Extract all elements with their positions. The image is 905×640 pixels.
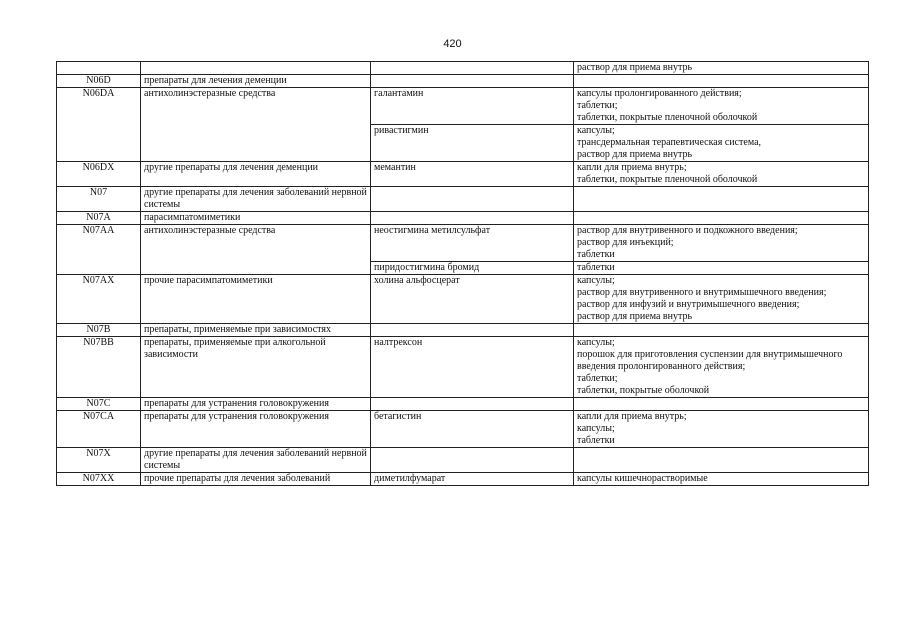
group-cell: прочие препараты для лечения заболеваний: [141, 473, 371, 486]
dosage-form-item: капсулы;: [577, 423, 615, 434]
atc-code-cell: N07AA: [57, 225, 141, 275]
table-row: [57, 337, 869, 398]
dosage-forms-cell: [574, 411, 869, 448]
dosage-form-item: капли для приема внутрь;: [577, 411, 687, 422]
atc-code-cell: [57, 62, 141, 75]
atc-code-cell: N07C: [57, 398, 141, 411]
dosage-form-item: таблетки, покрытые пленочной оболочкой: [577, 112, 758, 123]
dosage-form-item: раствор для приема внутрь: [577, 149, 693, 160]
group-cell: препараты для устранения головокружения: [141, 411, 371, 448]
table-row: [57, 473, 869, 486]
table-row: [57, 324, 869, 337]
page-number: 420: [443, 38, 462, 50]
dosage-forms-cell: [574, 212, 869, 225]
dosage-forms-cell: [574, 187, 869, 212]
dosage-form-item: капсулы;: [577, 337, 615, 348]
group-cell: антихолинэстеразные средства: [141, 88, 371, 162]
atc-code-cell: N07: [57, 187, 141, 212]
dosage-form-item: раствор для инъекций;: [577, 237, 674, 248]
atc-code-cell: N07CA: [57, 411, 141, 448]
dosage-form-item: раствор для внутривенного и внутримышечного введения;: [577, 287, 827, 298]
group-cell: препараты, применяемые при зависимостях: [141, 324, 371, 337]
drug-name-cell: неостигмина метилсульфат: [371, 225, 574, 262]
table-body: [57, 62, 869, 486]
atc-code-cell: N07X: [57, 448, 141, 473]
group-cell: другие препараты для лечения заболеваний нервной системы: [141, 448, 371, 473]
dosage-forms-cell: [574, 75, 869, 88]
atc-code-cell: N07B: [57, 324, 141, 337]
table-row: [57, 88, 869, 125]
dosage-form-item: таблетки;: [577, 373, 618, 384]
dosage-form-item: капсулы кишечнорастворимые: [577, 473, 708, 484]
table-row: [57, 275, 869, 324]
atc-code-cell: N07BB: [57, 337, 141, 398]
drug-name-cell: мемантин: [371, 162, 574, 187]
drug-name-cell: [371, 448, 574, 473]
dosage-forms-cell: [574, 262, 869, 275]
drug-name-cell: галантамин: [371, 88, 574, 125]
atc-code-cell: N07XX: [57, 473, 141, 486]
group-cell: препараты, применяемые при алкогольной зависимости: [141, 337, 371, 398]
dosage-form-item: капсулы;: [577, 125, 615, 136]
atc-code-cell: N07AX: [57, 275, 141, 324]
drug-name-cell: [371, 324, 574, 337]
dosage-form-item: раствор для приема внутрь: [577, 311, 693, 322]
dosage-forms-cell: [574, 62, 869, 75]
drug-name-cell: диметилфумарат: [371, 473, 574, 486]
group-cell: препараты для устранения головокружения: [141, 398, 371, 411]
group-cell: [141, 62, 371, 75]
group-cell: парасимпатомиметики: [141, 212, 371, 225]
dosage-forms-cell: [574, 337, 869, 398]
table-row: [57, 411, 869, 448]
table-row: [57, 162, 869, 187]
group-cell: другие препараты для лечения деменции: [141, 162, 371, 187]
dosage-form-item: трансдермальная терапевтическая система,: [577, 137, 762, 148]
dosage-forms-cell: [574, 88, 869, 125]
dosage-form-item: капсулы;: [577, 275, 615, 286]
group-cell: прочие парасимпатомиметики: [141, 275, 371, 324]
table-row: [57, 75, 869, 88]
dosage-forms-cell: [574, 162, 869, 187]
group-cell: антихолинэстеразные средства: [141, 225, 371, 275]
dosage-forms-cell: [574, 398, 869, 411]
drug-name-cell: [371, 75, 574, 88]
drug-name-cell: [371, 398, 574, 411]
drug-name-cell: холина альфосцерат: [371, 275, 574, 324]
dosage-form-item: таблетки, покрытые пленочной оболочкой: [577, 174, 758, 185]
dosage-form-item: раствор для внутривенного и подкожного введения;: [577, 225, 798, 236]
table-row: [57, 448, 869, 473]
dosage-form-item: таблетки, покрытые оболочкой: [577, 385, 710, 396]
dosage-forms-cell: [574, 324, 869, 337]
dosage-form-item: таблетки: [577, 435, 615, 446]
dosage-form-item: капли для приема внутрь;: [577, 162, 687, 173]
drug-name-cell: бетагистин: [371, 411, 574, 448]
dosage-forms-cell: [574, 448, 869, 473]
drug-name-cell: [371, 187, 574, 212]
drug-name-cell: [371, 212, 574, 225]
drug-name-cell: пиридостигмина бромид: [371, 262, 574, 275]
group-cell: другие препараты для лечения заболеваний нервной системы: [141, 187, 371, 212]
group-cell: препараты для лечения деменции: [141, 75, 371, 88]
table-row: [57, 187, 869, 212]
dosage-form-item: раствор для приема внутрь: [577, 62, 693, 73]
atc-code-cell: N06DX: [57, 162, 141, 187]
dosage-form-item: порошок для приготовления суспензии для внутримышечного введения пролонгированного действия;: [577, 349, 843, 372]
drug-name-cell: налтрексон: [371, 337, 574, 398]
dosage-form-item: таблетки: [577, 249, 615, 260]
dosage-forms-cell: [574, 125, 869, 162]
table-row: [57, 62, 869, 75]
dosage-forms-cell: [574, 225, 869, 262]
dosage-form-item: раствор для инфузий и внутримышечного введения;: [577, 299, 800, 310]
table-row: [57, 225, 869, 262]
atc-code-cell: N07A: [57, 212, 141, 225]
dosage-form-item: капсулы пролонгированного действия;: [577, 88, 742, 99]
dosage-form-item: таблетки: [577, 262, 615, 273]
dosage-form-item: таблетки;: [577, 100, 618, 111]
drug-name-cell: ривастигмин: [371, 125, 574, 162]
table-row: [57, 212, 869, 225]
drug-table: [56, 61, 869, 486]
atc-code-cell: N06DA: [57, 88, 141, 162]
drug-name-cell: [371, 62, 574, 75]
table-row: [57, 398, 869, 411]
dosage-forms-cell: [574, 473, 869, 486]
atc-code-cell: N06D: [57, 75, 141, 88]
dosage-forms-cell: [574, 275, 869, 324]
